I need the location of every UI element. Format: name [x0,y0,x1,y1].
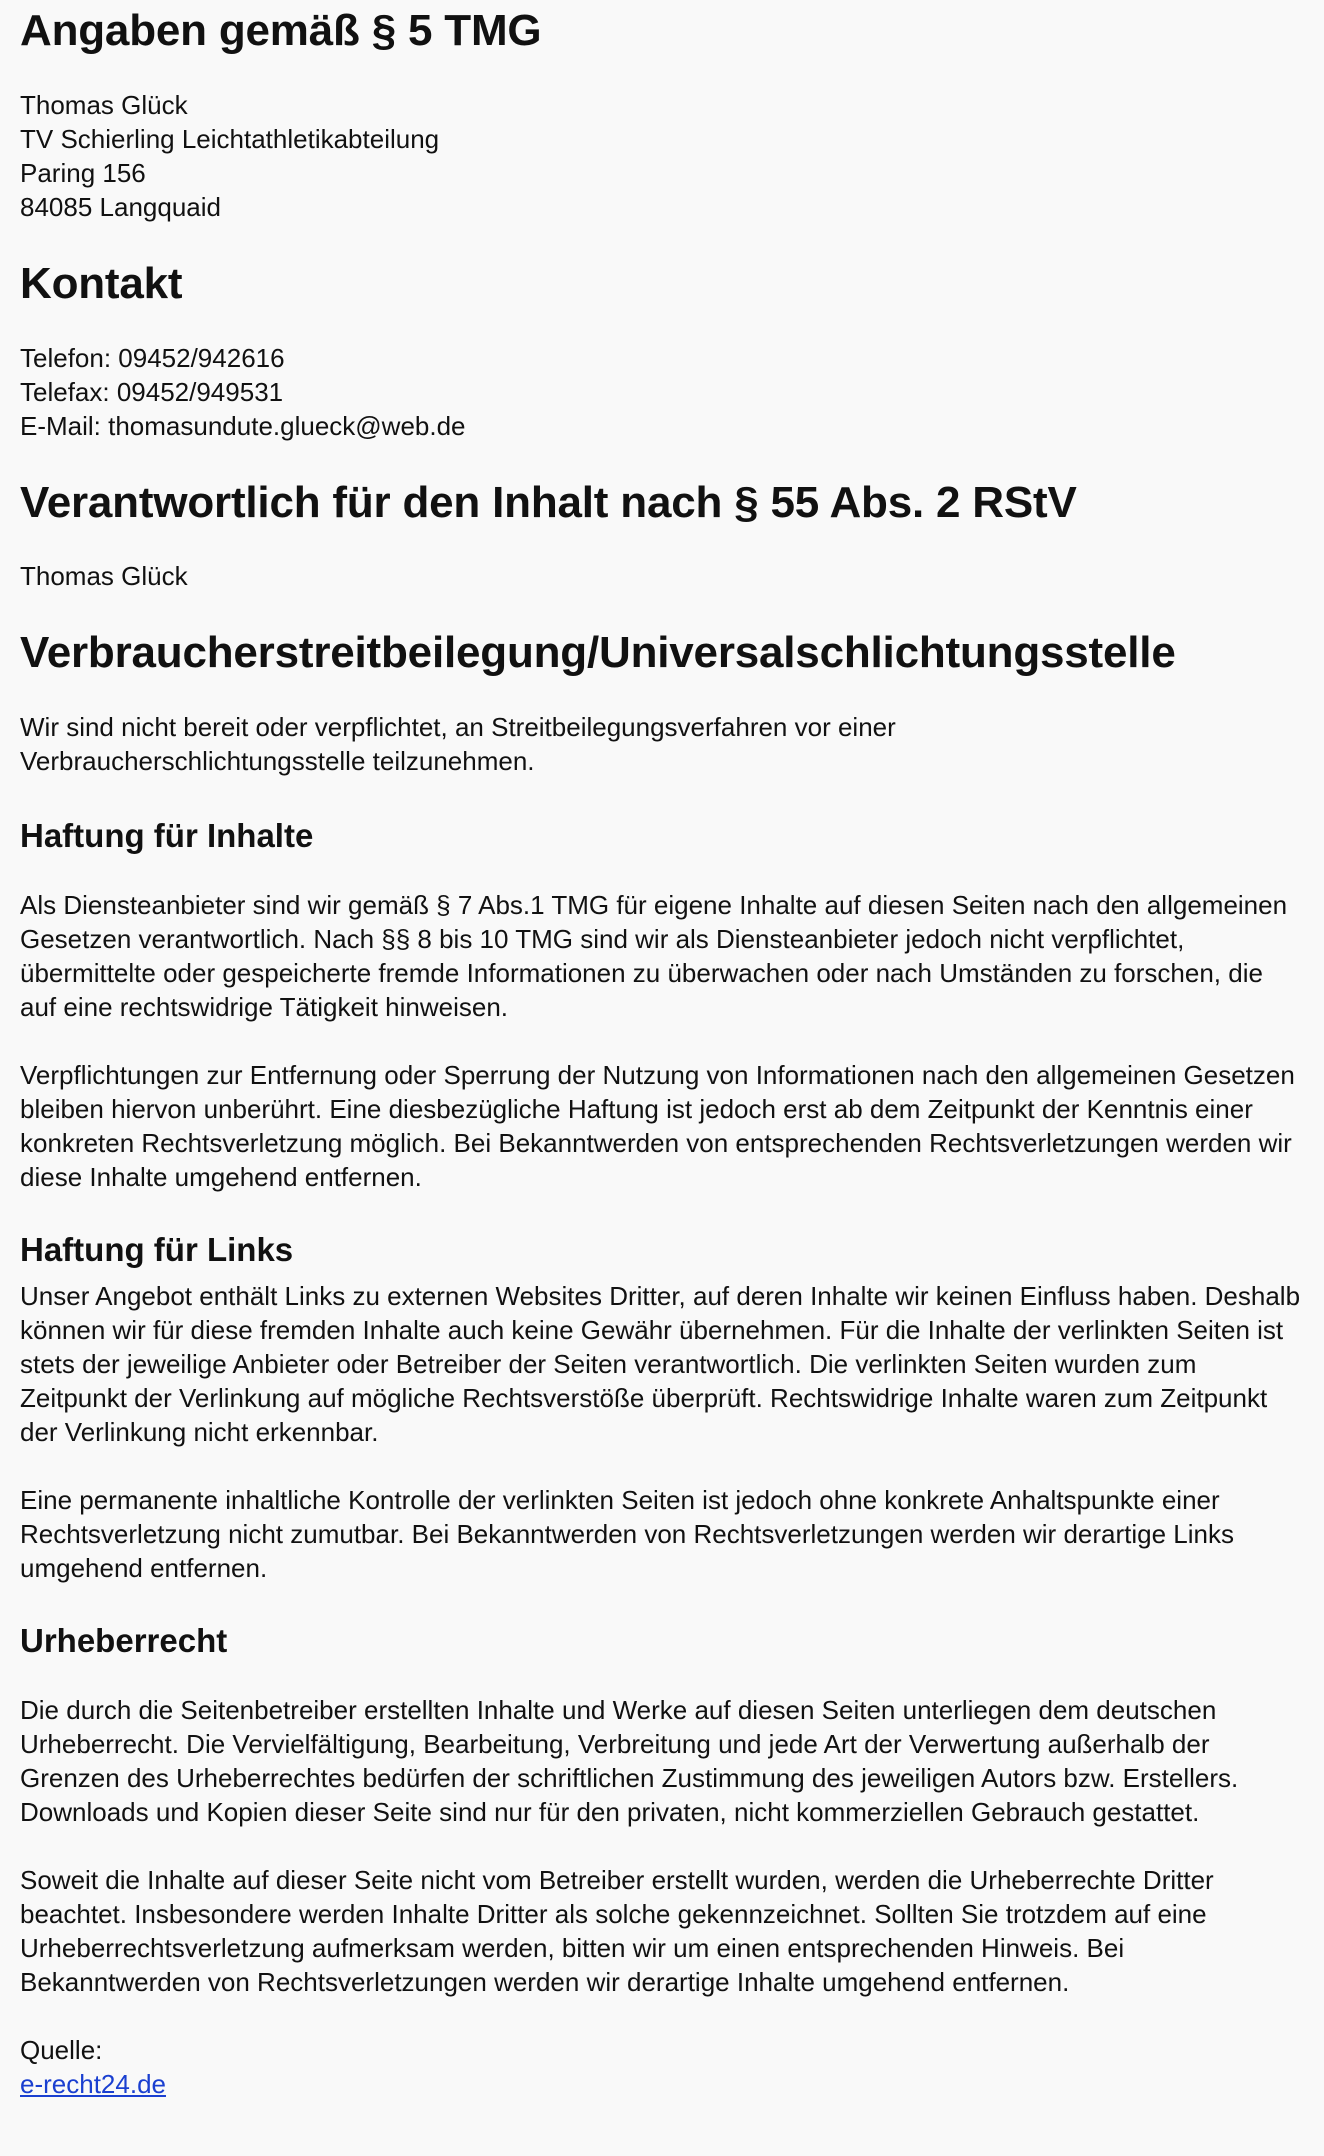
link-liability-paragraph-2: Eine permanente inhaltliche Kontrolle der verlinkten Seiten ist jedoch ohne konkrete Anhaltspunkte einer Rechtsverletzung nicht zumutbar. Bei Bekanntwerden von Rechtsverletzungen werden wir derartige Links umgehend entfernen. [20,1485,1234,1584]
source-label: Quelle: [20,2034,103,2065]
contact-heading: Kontakt [20,258,183,308]
dispute-resolution-heading: Verbraucherstreitbeilegung/Universalschlichtungsstelle [20,628,1176,678]
tmg-heading: Angaben gemäß § 5 TMG [20,6,542,55]
content-liability-heading: Haftung für Inhalte [20,817,314,855]
contact-details [20,341,1304,443]
address-organization: TV Schierling Leichtathletikabteilung [20,123,440,154]
contact-email: E-Mail: thomasundute.glueck@web.de [20,410,466,441]
address-city: 84085 Langquaid [20,191,221,222]
link-liability-heading: Haftung für Links [20,1230,294,1268]
address-street: Paring 156 [20,157,146,188]
contact-phone: Telefon: 09452/942616 [20,342,285,373]
source-block [20,2033,1304,2101]
link-liability-paragraph-1: Unser Angebot enthält Links zu externen Websites Dritter, auf deren Inhalte wir keinen Einfluss haben. Deshalb können wir für diese fremden Inhalte auch keine Gewähr übernehmen. Für die Inhalte der verlinkten Seiten ist stets der jeweilige Anbieter oder Betreiber der Seiten verantwortlich. Die verlinkten Seiten wurden zum Zeitpunkt der Verlinkung auf mögliche Rechtsverstöße überprüft. Rechtswidrige Inhalte waren zum Zeitpunkt der Verlinkung nicht erkennbar. [20,1281,1301,1448]
dispute-resolution-text: Wir sind nicht bereit oder verpflichtet, an Streitbeilegungsverfahren vor einer Verbraucherschlichtungsstelle teilzunehmen. [20,712,896,777]
responsible-name: Thomas Glück [20,561,188,592]
copyright-paragraph-2: Soweit die Inhalte auf dieser Seite nicht vom Betreiber erstellt wurden, werden die Urheberrechte Dritter beachtet. Insbesondere werden Inhalte Dritter als solche gekennzeichnet. Sollten Sie trotzdem auf eine Urheberrechtsverletzung aufmerksam werden, bitten wir um einen entsprechenden Hinweis. Bei Bekanntwerden von Rechtsverletzungen werden wir derartige Inhalte umgehend entfernen. [20,1864,1214,1997]
source-link[interactable]: e-recht24.de [20,2068,166,2099]
contact-fax: Telefax: 09452/949531 [20,376,284,407]
content-liability-paragraph-1: Als Diensteanbieter sind wir gemäß § 7 Abs.1 TMG für eigene Inhalte auf diesen Seiten nach den allgemeinen Gesetzen verantwortlich. Nach §§ 8 bis 10 TMG sind wir als Diensteanbieter jedoch nicht verpflichtet, übermittelte oder gespeicherte fremde Informationen zu überwachen oder nach Umständen zu forschen, die auf eine rechtswidrige Tätigkeit hinweisen. [20,889,1288,1022]
address-name: Thomas Glück [20,89,188,120]
copyright-heading: Urheberrecht [20,1622,228,1660]
responsible-heading: Verantwortlich für den Inhalt nach § 55 Abs. 2 RStV [20,477,1077,527]
copyright-paragraph-1: Die durch die Seitenbetreiber erstellten Inhalte und Werke auf diesen Seiten unterliegen dem deutschen Urheberrecht. Die Vervielfältigung, Bearbeitung, Verbreitung und jede Art der Verwertung außerhalb der Grenzen des Urheberrechtes bedürfen der schriftlichen Zustimmung des jeweiligen Autors bzw. Erstellers. Downloads und Kopien dieser Seite sind nur für den privaten, nicht kommerziellen Gebrauch gestattet. [20,1694,1239,1827]
tmg-address [20,88,1304,224]
content-liability-paragraph-2: Verpflichtungen zur Entfernung oder Sperrung der Nutzung von Informationen nach den allgemeinen Gesetzen bleiben hiervon unberührt. Eine diesbezügliche Haftung ist jedoch erst ab dem Zeitpunkt der Kenntnis einer konkreten Rechtsverletzung möglich. Bei Bekanntwerden von entsprechenden Rechtsverletzungen werden wir diese Inhalte umgehend entfernen. [20,1059,1295,1192]
